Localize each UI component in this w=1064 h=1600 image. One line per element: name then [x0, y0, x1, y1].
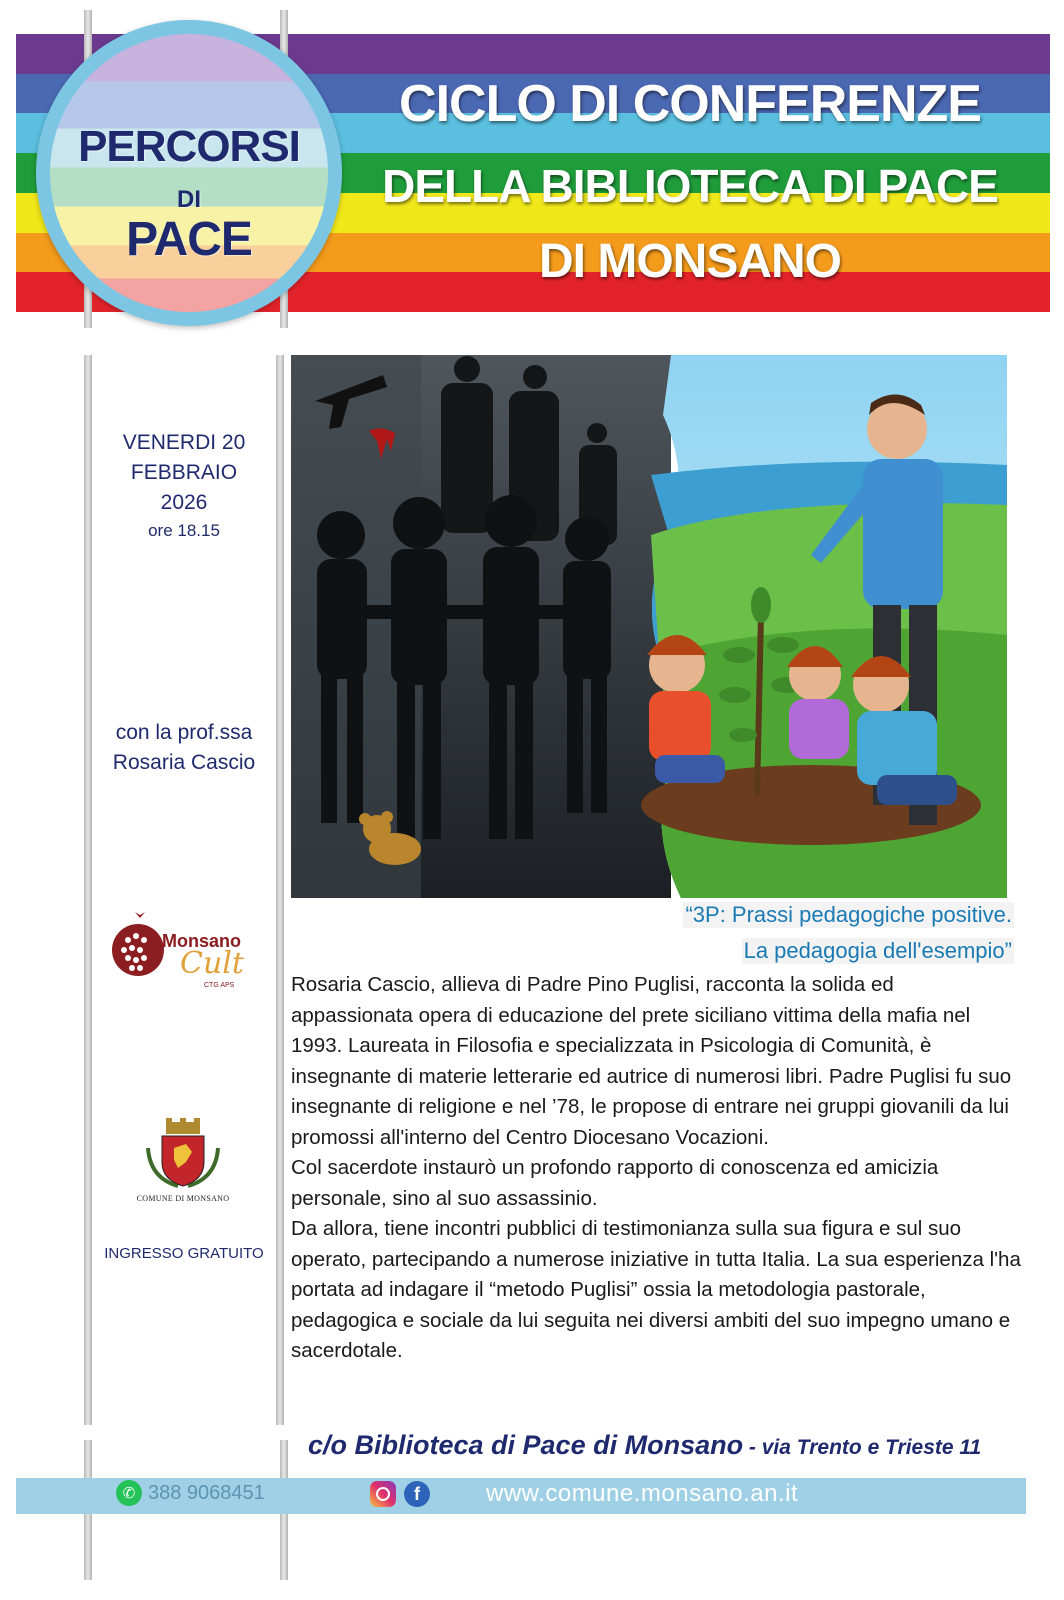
event-time: ore 18.15: [148, 521, 220, 540]
facebook-icon[interactable]: f: [404, 1481, 430, 1507]
whatsapp-icon[interactable]: ✆: [116, 1480, 142, 1506]
title-line-3: DI MONSANO: [539, 235, 841, 288]
illustration: [291, 355, 1007, 898]
talk-title-line-1: “3P: Prassi pedagogiche positive.: [685, 902, 1012, 927]
social-links: [370, 1481, 430, 1507]
venue-address: [308, 1430, 981, 1461]
monsano-cult-logo: [108, 906, 258, 996]
header-title: [330, 34, 1050, 312]
speaker-line-1: con la prof.ssa: [115, 721, 253, 744]
monsano-cult-script: Cult: [180, 946, 244, 981]
website-link[interactable]: www.comune.monsano.an.it: [486, 1480, 799, 1507]
phone-contact[interactable]: [116, 1480, 265, 1506]
title-line-2: DELLA BIBLIOTECA DI PACE: [382, 160, 998, 212]
description-paragraph-3: Da allora, tiene incontri pubblici di testimonianza sulla sua figura e sul suo operato, partecipando a numerose iniziative in tutta Italia. La sua esperienza l'ha portata ad indagare il “metodo Puglisi” ossia la metodologia pastorale, pedagogica e sociale da lui seguita nei diversi ambiti del suo impegno umano e sacerdotale.: [291, 1217, 1021, 1362]
address-street: - via Trento e Trieste 11: [743, 1436, 982, 1459]
logo-line-2: DI: [177, 186, 201, 213]
event-year: 2026: [160, 491, 208, 514]
comune-crest: [128, 1118, 238, 1208]
event-date: [96, 428, 272, 544]
address-main: c/o Biblioteca di Pace di Monsano: [308, 1430, 744, 1460]
speaker-name: Rosaria Cascio: [112, 751, 256, 774]
coat-of-arms-icon: [128, 1118, 238, 1192]
description-paragraph-1: Rosaria Cascio, allieva di Padre Pino Puglisi, racconta la solida ed appassionata opera di educazione del prete siciliano vittima della mafia nel 1993. Laureata in Filosofia e specializzata in Psicologia di Comunità, è insegnante di materie letterarie ed autrice di numerosi libri. Padre Puglisi fu suo insegnante di religione e nel ’78, le propose di entrare nei gruppi giovanili da lui promossi all'interno del Centro Diocesano Vocazioni.: [291, 973, 1012, 1149]
title-line-1: CICLO DI CONFERENZE: [399, 75, 981, 133]
description: [291, 970, 1021, 1367]
speaker-block: [96, 718, 272, 778]
logo-line-3: PACE: [126, 213, 252, 266]
event-month: FEBBRAIO: [130, 461, 238, 484]
monsano-cult-sub: CTG APS: [204, 982, 235, 989]
frame-bar-left: [84, 355, 92, 1425]
talk-title-line-2: La pedagogia dell'esempio”: [743, 938, 1012, 963]
comune-label: COMUNE DI MONSANO: [136, 1194, 230, 1203]
phone-number: 388 9068451: [148, 1481, 265, 1504]
description-paragraph-2: Col sacerdote instaurò un profondo rapporto di conoscenza ed amicizia personale, sino al suo assassinio.: [291, 1156, 939, 1210]
logo-line-1: PERCORSI: [78, 122, 300, 171]
instagram-icon[interactable]: [370, 1481, 396, 1507]
monsano-cult-name: Monsano: [162, 931, 241, 951]
pomegranate-icon: [110, 910, 170, 990]
logo-rainbow-disc: [50, 34, 328, 312]
percorsi-di-pace-logo: [36, 20, 342, 326]
event-day: VENERDI 20: [122, 431, 246, 454]
illustration-image: [291, 355, 1007, 898]
entry-free: INGRESSO GRATUITO: [104, 1245, 264, 1262]
frame-bar-right: [276, 355, 284, 1425]
